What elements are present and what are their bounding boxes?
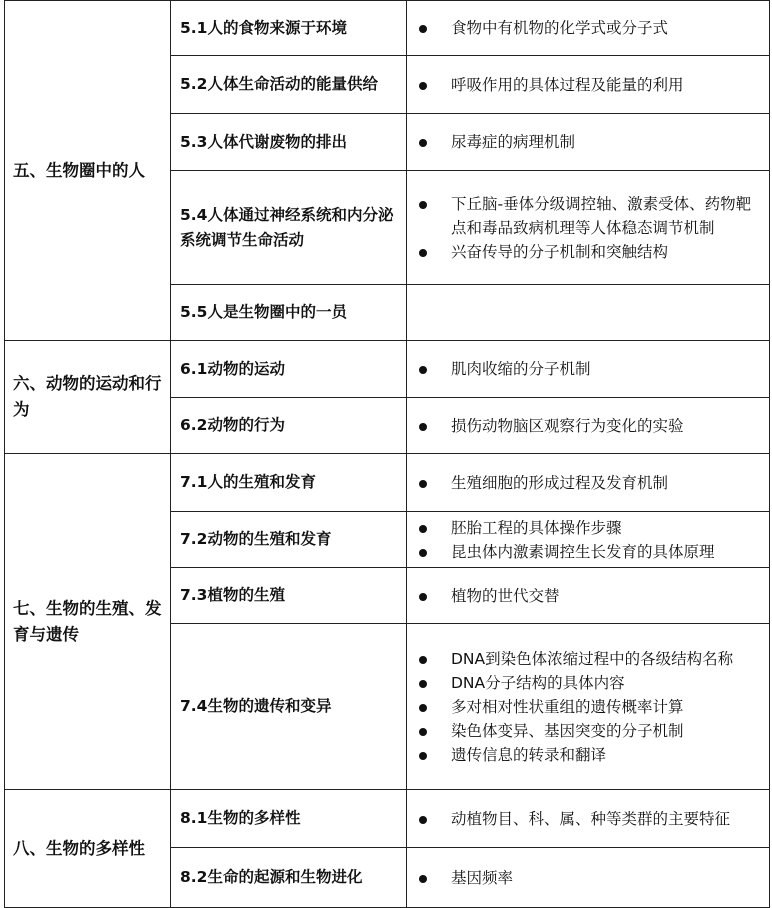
list-item — [417, 240, 763, 264]
topic-cell: 7.3植物的生殖 — [171, 568, 407, 624]
list-item — [417, 471, 763, 495]
topic-cell: 8.2生命的起源和生物进化 — [171, 848, 407, 908]
bullet-list — [417, 516, 763, 564]
content-cell — [407, 568, 770, 624]
topic-cell: 6.1动物的运动 — [171, 341, 407, 398]
unit-cell: 六、动物的运动和行为 — [5, 341, 171, 454]
bullet-list — [417, 16, 763, 40]
item-text: 兴奋传导的分子机制和突触结构 — [451, 242, 669, 261]
content-cell — [407, 848, 770, 908]
list-item — [417, 743, 763, 767]
content-cell — [407, 56, 770, 114]
item-text: 昆虫体内激素调控生长发育的具体原理 — [451, 542, 715, 561]
bullet-icon — [419, 139, 427, 147]
list-item — [417, 695, 763, 719]
item-text: 胚胎工程的具体操作步骤 — [451, 518, 622, 537]
item-text: DNA到染色体浓缩过程中的各级结构名称 — [451, 649, 734, 668]
item-text: 损伤动物脑区观察行为变化的实验 — [451, 416, 684, 435]
list-item — [417, 357, 763, 381]
curriculum-table-body — [5, 1, 770, 908]
bullet-list — [417, 414, 763, 438]
topic-cell: 6.2动物的行为 — [171, 398, 407, 454]
bullet-icon — [419, 480, 427, 488]
bullet-icon — [419, 249, 427, 257]
item-text: 食物中有机物的化学式或分子式 — [451, 19, 669, 37]
list-item — [417, 807, 763, 831]
content-cell — [407, 790, 770, 848]
bullet-icon — [419, 656, 427, 664]
content-cell — [407, 114, 770, 171]
unit-cell: 五、生物圈中的人 — [5, 1, 171, 341]
item-text: 多对相对性状重组的遗传概率计算 — [451, 697, 684, 716]
list-item — [417, 584, 763, 608]
bullet-icon — [419, 201, 427, 209]
content-cell — [407, 624, 770, 790]
unit-cell: 八、生物的多样性 — [5, 790, 171, 908]
list-item — [417, 516, 763, 540]
table-row — [5, 341, 770, 398]
content-cell — [407, 171, 770, 285]
table-row — [5, 1, 770, 56]
list-item — [417, 130, 763, 154]
table-row — [5, 790, 770, 848]
bullet-icon — [419, 423, 427, 431]
item-text: 染色体变异、基因突变的分子机制 — [451, 721, 684, 740]
list-item — [417, 866, 763, 890]
item-text: 遗传信息的转录和翻译 — [451, 745, 607, 764]
list-item — [417, 414, 763, 438]
topic-cell: 7.1人的生殖和发育 — [171, 454, 407, 512]
item-text: 植物的世代交替 — [451, 586, 560, 605]
curriculum-table — [4, 0, 770, 908]
bullet-icon — [419, 728, 427, 736]
bullet-icon — [419, 25, 427, 33]
content-cell — [407, 1, 770, 56]
bullet-list — [417, 807, 763, 831]
bullet-icon — [419, 752, 427, 760]
item-text: 基因频率 — [451, 868, 514, 887]
content-cell — [407, 341, 770, 398]
list-item — [417, 719, 763, 743]
content-cell — [407, 512, 770, 568]
bullet-list — [417, 647, 763, 767]
list-item — [417, 73, 763, 97]
topic-cell: 5.4人体通过神经系统和内分泌系统调节生命活动 — [171, 171, 407, 285]
bullet-list — [417, 866, 763, 890]
item-text: 肌肉收缩的分子机制 — [451, 360, 591, 378]
bullet-list — [417, 471, 763, 495]
item-text: DNA分子结构的具体内容 — [451, 673, 625, 692]
list-item — [417, 671, 763, 695]
bullet-icon — [419, 549, 427, 557]
content-cell — [407, 398, 770, 454]
bullet-icon — [419, 704, 427, 712]
item-text: 呼吸作用的具体过程及能量的利用 — [451, 75, 684, 94]
list-item — [417, 647, 763, 671]
topic-cell: 5.1人的食物来源于环境 — [171, 1, 407, 56]
bullet-list — [417, 130, 763, 154]
item-text: 动植物目、科、属、种等类群的主要特征 — [451, 809, 731, 828]
topic-cell: 5.3人体代谢废物的排出 — [171, 114, 407, 171]
bullet-icon — [419, 366, 427, 374]
item-text: 尿毒症的病理机制 — [451, 133, 576, 151]
bullet-icon — [419, 816, 427, 824]
item-text: 下丘脑-垂体分级调控轴、激素受体、药物靶点和毒品致病机理等人体稳态调节机制 — [451, 194, 752, 237]
table-row — [5, 454, 770, 512]
content-cell — [407, 285, 770, 341]
topic-cell: 5.2人体生命活动的能量供给 — [171, 56, 407, 114]
bullet-icon — [419, 875, 427, 883]
bullet-list — [417, 357, 763, 381]
bullet-list — [417, 584, 763, 608]
unit-cell: 七、生物的生殖、发育与遗传 — [5, 454, 171, 790]
list-item — [417, 16, 763, 40]
list-item — [417, 192, 763, 240]
item-text: 生殖细胞的形成过程及发育机制 — [451, 473, 669, 492]
bullet-icon — [419, 593, 427, 601]
bullet-icon — [419, 82, 427, 90]
bullet-icon — [419, 680, 427, 688]
list-item — [417, 540, 763, 564]
bullet-list — [417, 73, 763, 97]
bullet-icon — [419, 525, 427, 533]
topic-cell: 7.4生物的遗传和变异 — [171, 624, 407, 790]
topic-cell: 8.1生物的多样性 — [171, 790, 407, 848]
topic-cell: 5.5人是生物圈中的一员 — [171, 285, 407, 341]
topic-cell: 7.2动物的生殖和发育 — [171, 512, 407, 568]
content-cell — [407, 454, 770, 512]
bullet-list — [417, 192, 763, 264]
